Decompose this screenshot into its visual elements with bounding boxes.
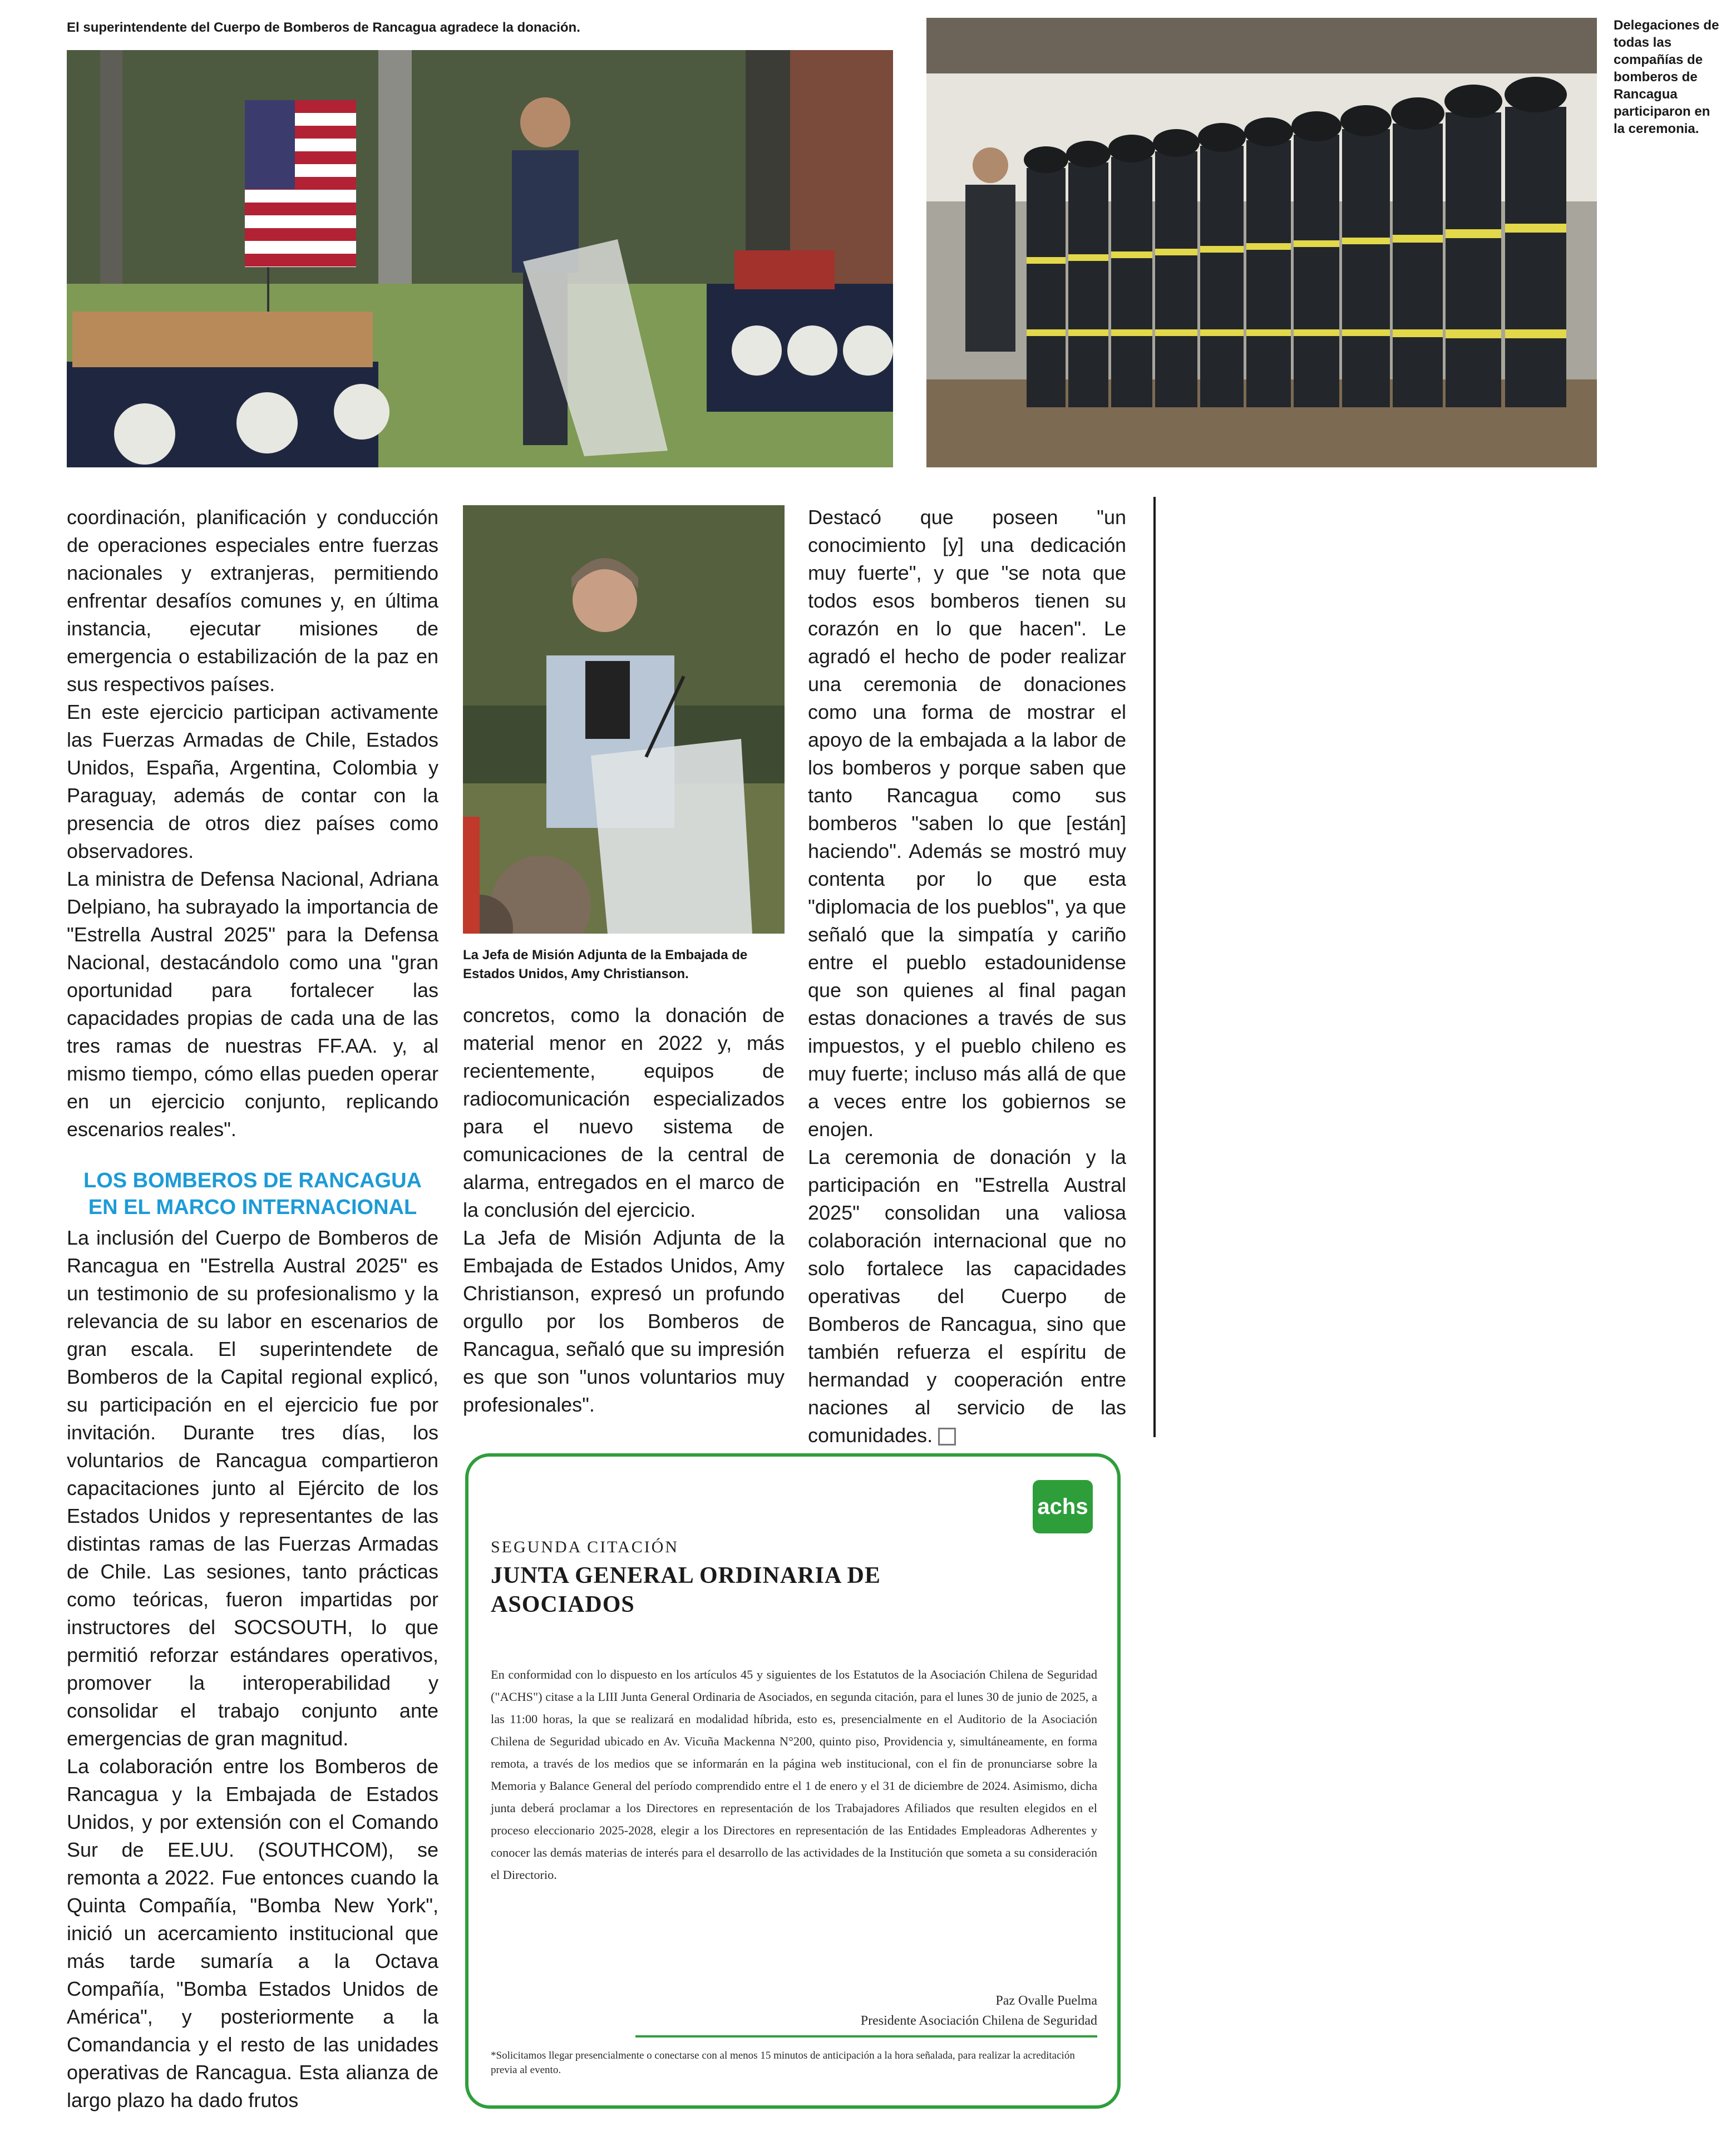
photo-firefighters-formation-image: [926, 18, 1597, 467]
achs-notice-ad: [465, 1453, 1121, 2109]
photo-caption-donation: El superintendente del Cuerpo de Bomberos de Rancagua agradece la donación.: [67, 20, 580, 35]
article-column-3: [808, 504, 1126, 1449]
ad-signature-name: Paz Ovalle Puelma: [995, 1994, 1097, 2008]
article-column-2: [463, 1002, 785, 1419]
article-paragraph: La Jefa de Misión Adjunta de la Embajada de Estados Unidos, Amy Christianson, expresó un profundo orgullo por los Bomberos de Rancagua, señaló que su impresión es que son "unos voluntarios muy profesionales".: [463, 1226, 785, 1416]
photo-donation-ceremony: [67, 50, 893, 467]
article-paragraph-text: La ceremonia de donación y la participación en "Estrella Austral 2025" consolidan una valiosa colaboración internacional que no solo fortalece las capacidades operativas del Cuerpo de Bomberos de Rancagua, sino que también refuerza el espíritu de hermandad y cooperación entre naciones al servicio de las comunidades.: [808, 1146, 1126, 1447]
article-paragraph: La colaboración entre los Bomberos de Rancagua y la Embajada de Estados Unidos, y por extensión con el Comando Sur de EE.UU. (SOUTHCOM), se remonta a 2022. Fue entonces cuando la Quinta Compañía, "Bomba New York", inició un acercamiento institucional que más tarde sumaría a la Octava Compañía, "Bomba Estados Unidos de América", y posteriormente a la Comandancia y el resto de las unidades operativas de Rancagua. Esta alianza de largo plazo ha dado frutos: [67, 1755, 438, 2111]
ad-title: JUNTA GENERAL ORDINARIA DE ASOCIADOS: [491, 1563, 881, 1617]
ad-signature: [491, 1991, 1097, 2031]
column-divider: [1153, 497, 1156, 1437]
ad-signature-role: Presidente Asociación Chilena de Seguridad: [860, 2014, 1097, 2028]
article-paragraph: coordinación, planificación y conducción de operaciones especiales entre fuerzas nacionales y extranjeras, permitiendo enfrentar desafíos comunes y, en última instancia, ejecutar misiones de emergencia o estabilización de la paz en sus respectivos países.: [67, 506, 438, 695]
article-paragraph: concretos, como la donación de material menor en 2022 y, más recientemente, equipos de radiocomunicación especializados para el nuevo sistema de comunicaciones de la central de alarma, entregados en el marco de la conclusión del ejercicio.: [463, 1004, 785, 1221]
article-paragraph: Destacó que poseen "un conocimiento [y] una dedicación muy fuerte", y que "se nota que todos esos bomberos tienen su corazón en lo que hacen". Le agradó el hecho de poder realizar una ceremonia de donaciones como una forma de mostrar el apoyo de la embajada a la labor de los bomberos y porque saben que tanto Rancagua como sus bomberos "saben lo que [están] haciendo". Además se mostró muy contenta por lo que esta "diplomacia de los pueblos", ya que señaló que la simpatía y cariño entre el pueblo estadounidense que son quienes al final pagan estas donaciones a través de sus impuestos, y el pueblo chileno es muy fuerte; incluso más allá de que a veces entre los gobiernos se enojen.: [808, 506, 1126, 1141]
end-of-article-icon: [938, 1428, 956, 1445]
achs-logo: achs: [1033, 1480, 1093, 1533]
ad-body-text: En conformidad con lo dispuesto en los artículos 45 y siguientes de los Estatutos de la Asociación Chilena de Seguridad ("ACHS") citase a la LIII Junta General Ordinaria de Asociados, en segunda citación, para el lunes 30 de junio de 2025, a las 11:00 horas, la que se realizará en modalidad híbrida, esto es, presencialmente en el Auditorio de la Asociación Chilena de Seguridad ubicado en Av. Vicuña Mackenna N°200, quinto piso, Providencia y, simultáneamente, en forma remota, a través de los medios que se informarán en la página web institucional, con el fin de pronunciarse sobre la Memoria y Balance General del período comprendido entre el 1 de enero y el 31 de diciembre de 2024. Asimismo, dicha junta deberá proclamar a los Directores en representación de los Trabajadores Afiliados que resulten elegidos en el proceso eleccionario 2025-2028, elegir a los Directores en representación de las Entidades Empleadoras Adherentes y conocer las demás materias de interés para el desarrollo de las actividades de la Institución que someta a su consideración el Directorio.: [491, 1667, 1097, 1882]
article-paragraph: La inclusión del Cuerpo de Bomberos de Rancagua en "Estrella Austral 2025" es un testimonio de su profesionalismo y la relevancia de su labor en escenarios de gran escala. El superintendete de Bomberos de la Capital regional explicó, su participación en el ejercicio fue por invitación. Durante tres días, los voluntarios de Rancagua compartieron capacitaciones junto al Ejército de los Estados Unidos y representantes de las distintas ramas de las Fuerzas Armadas de Chile. Las sesiones, tanto prácticas como teóricas, fueron impartidas por instructores del SOCSOUTH, lo que permitió reforzar estándares operativos, promover la interoperabilidad y consolidar el trabajo conjunto ante emergencias de gran magnitud.: [67, 1226, 438, 1750]
photo-caption-delegations: Delegaciones de todas las compañías de bomberos de Rancagua participaron en la ceremonia.: [1614, 18, 1719, 136]
ad-divider: [635, 2035, 1097, 2037]
photo-amy-christianson-image: [463, 505, 785, 934]
ad-footnote: *Solicitamos llegar presencialmente o conectarse con al menos 15 minutos de anticipación a la hora señalada, para realizar la acreditación previa al evento.: [491, 2050, 1075, 2076]
article-subheading: LOS BOMBEROS DE RANCAGUA EN EL MARCO INTERNACIONAL: [83, 1169, 422, 1219]
article-column-1-bottom: [67, 1224, 438, 2114]
article-paragraph: La ministra de Defensa Nacional, Adriana Delpiano, ha subrayado la importancia de "Estrella Austral 2025" para la Defensa Nacional, destacándolo como una "gran oportunidad para fortalecer las capacidades propias de cada una de las tres ramas de nuestras FF.AA. y, al mismo tiempo, cómo ellas pueden operar en un ejercicio conjunto, replicando escenarios reales".: [67, 867, 438, 1141]
photo-caption-speaker: La Jefa de Misión Adjunta de la Embajada de Estados Unidos, Amy Christianson.: [463, 948, 748, 981]
photo-amy-christianson: [463, 505, 785, 934]
photo-firefighters-formation: [926, 18, 1597, 467]
article-paragraph: En este ejercicio participan activamente las Fuerzas Armadas de Chile, Estados Unidos, España, Argentina, Colombia y Paraguay, además de contar con la presencia de otros diez países como observadores.: [67, 700, 438, 862]
photo-donation-ceremony-image: [67, 50, 893, 467]
article-paragraph: [808, 1143, 1126, 1449]
article-column-1-top: [67, 504, 438, 1143]
ad-kicker: SEGUNDA CITACIÓN: [491, 1538, 679, 1556]
